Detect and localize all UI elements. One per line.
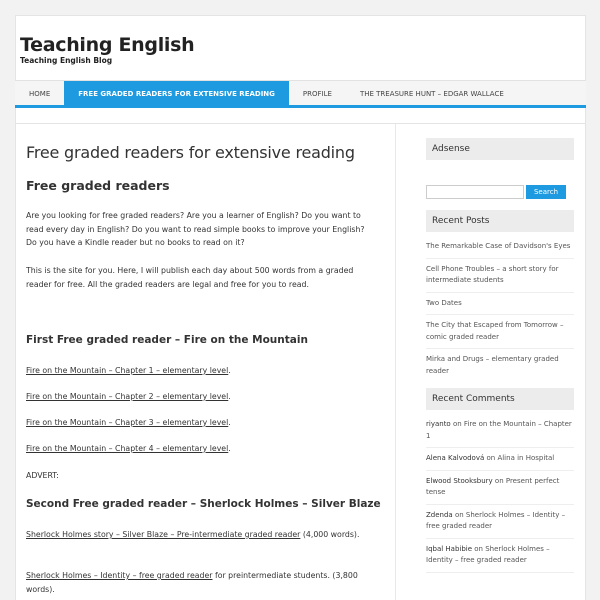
comment-author: riyanto — [426, 420, 451, 428]
fire-chapter-2-link[interactable]: Fire on the Mountain – Chapter 2 – elementary level — [26, 392, 229, 401]
nav-item-home[interactable]: HOME — [29, 90, 51, 98]
fire-link-3-row — [26, 416, 231, 430]
list-item — [426, 510, 574, 539]
sherlock-2-row — [26, 569, 386, 596]
sherlock-1-row — [26, 528, 386, 542]
nav-item-profile[interactable]: PROFILE — [302, 90, 332, 98]
main-nav — [15, 80, 586, 108]
sherlock-1-wordcount: (4,000 words). — [300, 530, 360, 539]
list-item — [426, 241, 574, 259]
site-paragraph: This is the site for you. Here, I will publish each day about 500 words from a graded reader for free. All the graded readers are legal and free for you to read. — [26, 266, 354, 289]
page-title: Free graded readers for extensive reading — [26, 143, 355, 162]
comment-author: Elwood Stooksbury — [426, 476, 493, 485]
comment-post-link[interactable]: Sherlock Holmes – Identity – free graded reader — [426, 544, 550, 564]
list-item — [426, 354, 574, 382]
fire-link-4-row — [26, 442, 231, 456]
search-button[interactable]: Search — [526, 185, 566, 199]
period: . — [228, 392, 231, 401]
fire-link-2-row — [26, 390, 231, 404]
on-word: on — [484, 454, 498, 462]
fire-chapter-1-link[interactable]: Fire on the Mountain – Chapter 1 – elementary level — [26, 366, 229, 375]
sherlock-identity-link[interactable]: Sherlock Holmes – Identity – free graded reader — [26, 571, 213, 580]
list-item — [426, 544, 574, 573]
list-item — [426, 453, 574, 471]
heading-first-reader: First Free graded reader – Fire on the Mountain — [26, 334, 308, 346]
comment-post-link[interactable]: Sherlock Holmes – Identity – free graded reader — [426, 510, 566, 530]
nav-item-free-graded-readers[interactable]: FREE GRADED READERS FOR EXTENSIVE READING — [64, 81, 289, 105]
fire-chapter-4-link[interactable]: Fire on the Mountain – Chapter 4 – elementary level — [26, 444, 229, 453]
period: . — [228, 444, 231, 453]
list-item — [426, 419, 574, 448]
site-header — [20, 34, 194, 65]
fire-link-1-row — [26, 364, 231, 378]
adsense-widget-title: Adsense — [426, 138, 574, 160]
on-word: on — [450, 420, 464, 428]
recent-post-link[interactable]: Mirka and Drugs – elementary graded reader — [426, 355, 559, 375]
list-item — [426, 476, 574, 505]
comment-post-link[interactable]: Fire on the Mountain – Chapter 1 — [426, 420, 572, 440]
recent-posts-list — [426, 241, 574, 382]
period: . — [228, 366, 231, 375]
recent-post-link[interactable]: Cell Phone Troubles – a short story for intermediate students — [426, 264, 559, 284]
fire-chapter-3-link[interactable]: Fire on the Mountain – Chapter 3 – elementary level — [26, 418, 229, 427]
advert-label: ADVERT: — [26, 471, 59, 480]
comment-post-link[interactable]: Alina in Hospital — [497, 454, 555, 462]
period: . — [228, 418, 231, 427]
intro-paragraph: Are you looking for free graded readers? Are you a learner of English? Do you want to read every day in English? Do you want to read simple books to improve your English? Do you have a Kindle reader but no books to read on it? — [26, 211, 365, 247]
heading-second-reader: Second Free graded reader – Sherlock Holmes – Silver Blaze — [26, 498, 381, 510]
search-form — [426, 185, 574, 199]
site-description: Teaching English Blog — [20, 56, 113, 65]
nav-item-treasure-hunt[interactable]: THE TREASURE HUNT – EDGAR WALLACE — [359, 90, 504, 98]
recent-post-link[interactable]: The Remarkable Case of Davidson's Eyes — [426, 242, 571, 250]
on-word: on — [492, 476, 506, 485]
recent-post-link[interactable]: Two Dates — [426, 298, 462, 307]
list-item — [426, 264, 574, 293]
recent-comments-list — [426, 419, 574, 573]
on-word: on — [472, 544, 486, 553]
comment-author: Iqbal Habibie — [426, 544, 473, 553]
heading-free-graded-readers: Free graded readers — [26, 178, 170, 193]
search-input[interactable] — [426, 185, 524, 199]
comment-author: Zdenda — [426, 510, 453, 519]
sidebar — [426, 138, 574, 578]
comment-author: Alena Kalvodová — [426, 454, 485, 462]
recent-posts-title: Recent Posts — [426, 210, 574, 232]
column-divider — [395, 124, 396, 600]
recent-comments-title: Recent Comments — [426, 388, 574, 410]
list-item — [426, 320, 574, 349]
recent-post-link[interactable]: The City that Escaped from Tomorrow – comic graded reader — [426, 321, 564, 341]
list-item — [426, 298, 574, 316]
comment-post-link[interactable]: Present perfect tense — [426, 476, 560, 496]
on-word: on — [452, 510, 466, 519]
sherlock-silver-blaze-link[interactable]: Sherlock Holmes story – Silver Blaze – Pre-intermediate graded reader — [26, 530, 301, 539]
sherlock-2-wordcount: for preintermediate students. (3,800 words). — [26, 571, 358, 594]
site-title[interactable]: Teaching English — [20, 34, 195, 56]
